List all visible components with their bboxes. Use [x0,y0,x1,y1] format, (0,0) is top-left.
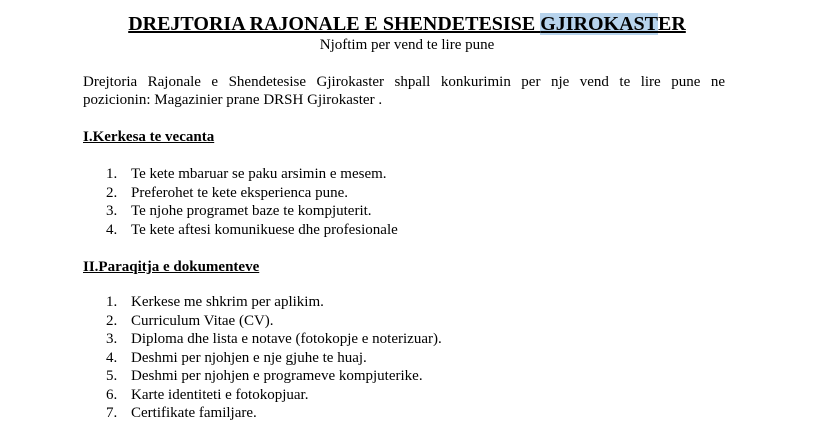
list-item-text: Deshmi per njohjen e nje gjuhe te huaj. [131,349,367,366]
intro-line-2: pozicionin: Magazinier prane DRSH Gjirokaster . [83,92,383,108]
list-item-text: Karte identiteti e fotokopjuar. [131,386,309,403]
list-item-text: Certifikate familjare. [131,405,257,421]
list-item [106,221,398,240]
list-item-number: 4. [106,221,118,238]
list-item-text: Curriculum Vitae (CV). [131,312,274,329]
section-heading-documents: II.Paraqitja e dokumenteve [83,259,260,275]
list-item-text: Diploma dhe lista e notave (fotokopje e noterizuar). [131,331,442,347]
list-item-number: 6. [106,386,118,403]
list-item [106,312,442,331]
title-suffix: ER [658,13,686,35]
list-item [106,293,442,312]
list-item-number: 4. [106,349,118,366]
list-item-text: Te kete mbaruar se paku arsimin e mesem. [131,166,387,182]
requirements-list [106,165,398,239]
list-item-number: 3. [106,203,118,219]
list-item-text: Preferohet te kete eksperienca pune. [131,184,348,201]
list-item [106,349,442,368]
list-item-text: Te kete aftesi komunikuese dhe profesionale [131,221,398,238]
list-item [106,404,442,423]
title-prefix: DREJTORIA RAJONALE E SHENDETESISE [128,13,541,35]
document-title [0,12,814,36]
intro-paragraph [83,73,725,109]
list-item [106,165,398,184]
section-heading-requirements: I.Kerkesa te vecanta [83,129,215,145]
list-item-number: 2. [106,184,118,201]
list-item-text: Kerkese me shkrim per aplikim. [131,294,324,310]
list-item [106,367,442,386]
list-item-number: 1. [106,166,118,182]
list-item-number: 5. [106,368,118,384]
document-subtitle: Njoftim per vend te lire pune [319,37,495,53]
list-item-number: 7. [106,405,118,421]
list-item [106,202,398,221]
list-item-number: 1. [106,294,118,310]
title-highlighted-selection[interactable]: GJIROKAST [540,13,658,35]
list-item-text: Te njohe programet baze te kompjuterit. [131,203,372,219]
list-item [106,330,442,349]
documents-list [106,293,442,423]
list-item-text: Deshmi per njohjen e programeve kompjuterike. [131,368,423,384]
list-item-number: 3. [106,331,118,347]
list-item [106,184,398,203]
intro-line-1: Drejtoria Rajonale e Shendetesise Gjirokaster shpall konkurimin per nje vend te lire pune ne [83,74,725,90]
list-item-number: 2. [106,312,118,329]
list-item [106,386,442,405]
